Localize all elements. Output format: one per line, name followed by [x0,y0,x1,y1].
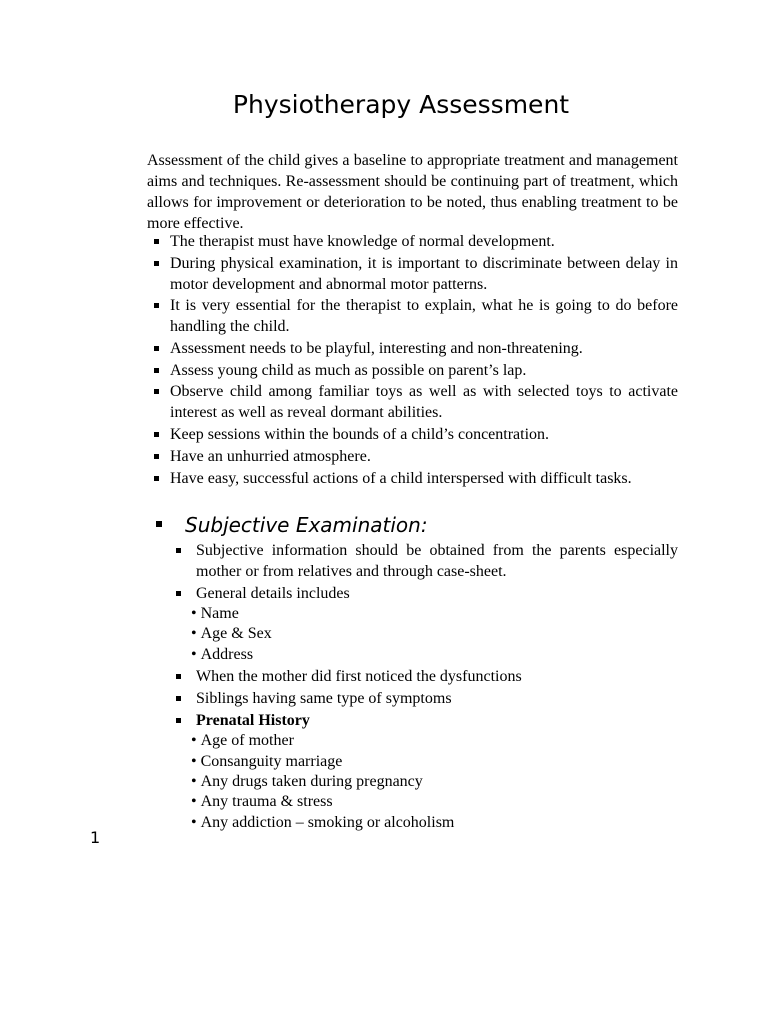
sub-list-item: • Name [191,604,678,624]
sub-list-item: • Age & Sex [191,624,678,644]
list-item: Assess young child as much as possible on parent’s lap. [147,360,678,381]
subjective-examination-heading [147,510,678,540]
square-bullet-icon [154,303,159,308]
list-item: It is very essential for the therapist to explain, what he is going to do before handling the child. [147,295,678,337]
sub-list-item: • Any drugs taken during pregnancy [191,772,678,792]
list-item: Subjective information should be obtained from the parents especially mother or from relatives and through case-sheet. [173,540,678,582]
assessment-guidelines-list [147,231,678,489]
list-item: Keep sessions within the bounds of a child’s concentration. [147,424,678,445]
page-number: 1 [90,828,101,847]
prenatal-history-sublist [191,731,678,833]
square-bullet-icon [154,389,159,394]
square-bullet-icon [176,591,181,596]
sub-list-item: • Any trauma & stress [191,792,678,812]
sub-list-item: • Age of mother [191,731,678,751]
section-heading-text: Subjective Examination: [185,513,428,537]
list-item: When the mother did first noticed the dysfunctions [173,666,678,687]
subjective-examination-list [173,540,678,833]
list-item: Have easy, successful actions of a child interspersed with difficult tasks. [147,468,678,489]
square-bullet-icon [154,454,159,459]
list-item: Observe child among familiar toys as well as with selected toys to activate interest as well as reveal dormant abilities. [147,381,678,423]
square-bullet-icon [156,521,162,527]
list-item: General details includes • Name • Age & Sex • Address [173,583,678,665]
list-item: The therapist must have knowledge of normal development. [147,231,678,252]
page-title: Physiotherapy Assessment [232,90,570,119]
sub-list-item: • Any addiction – smoking or alcoholism [191,813,678,833]
square-bullet-icon [176,674,181,679]
square-bullet-icon [176,696,181,701]
prenatal-history-label: Prenatal History [196,712,310,730]
sub-list-item: • Address [191,645,678,665]
square-bullet-icon [154,261,159,266]
square-bullet-icon [176,548,181,553]
intro-paragraph: Assessment of the child gives a baseline to appropriate treatment and management aims and techniques. Re-assessment should be continuing part of treatment, which allows for improvement or deterioration to be noted, thus enabling treatment to be more effective. [147,152,678,232]
square-bullet-icon [154,476,159,481]
list-item: During physical examination, it is important to discriminate between delay in motor development and abnormal motor patterns. [147,253,678,295]
square-bullet-icon [154,432,159,437]
sub-list-item: • Consanguity marriage [191,752,678,772]
general-details-sublist [191,604,678,665]
list-item: Assessment needs to be playful, interesting and non-threatening. [147,338,678,359]
list-item: Siblings having same type of symptoms [173,688,678,709]
square-bullet-icon [154,239,159,244]
square-bullet-icon [154,346,159,351]
list-item: Have an unhurried atmosphere. [147,446,678,467]
square-bullet-icon [154,368,159,373]
list-item [173,710,678,833]
square-bullet-icon [176,718,181,723]
